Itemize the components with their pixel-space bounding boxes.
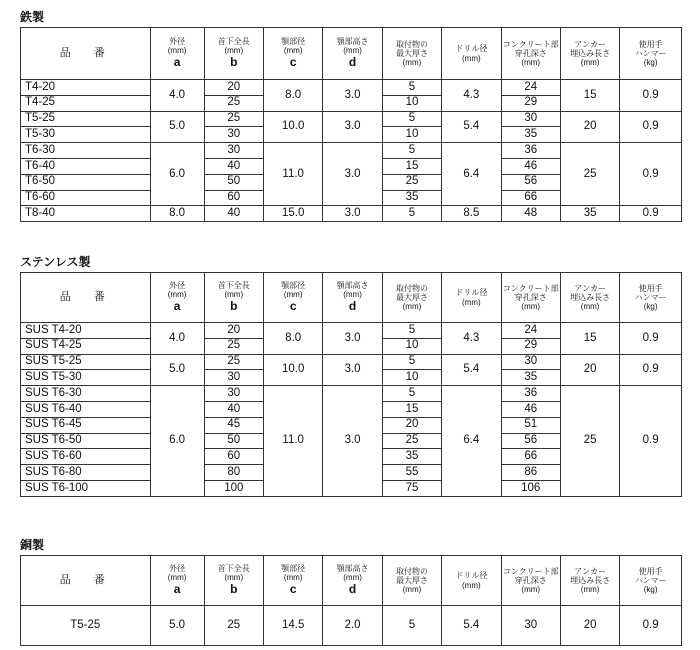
drill-depth-cell: 35 (501, 370, 560, 386)
header-label: (mm) (343, 290, 362, 300)
drill-depth-cell: 30 (501, 354, 560, 370)
header-label: (mm) (580, 585, 600, 595)
header-label: ハンマー (634, 292, 667, 302)
stainless-spec-table (20, 272, 682, 497)
table-row (21, 323, 682, 339)
header-anchor (560, 556, 619, 606)
header-label: (kg) (643, 585, 658, 595)
header-label: (mm) (167, 290, 187, 300)
header-label: (mm) (283, 573, 303, 583)
header-label: (mm) (167, 573, 187, 583)
max-thickness-cell: 5 (382, 111, 441, 127)
total-length-cell: 25 (204, 354, 263, 370)
header-label: 取付物の (395, 566, 428, 576)
part-number-cell: SUS T6-60 (21, 449, 151, 465)
part-number-cell: T5-25 (21, 606, 151, 646)
drill-depth-cell: 30 (501, 606, 560, 646)
max-thickness-cell: 15 (382, 401, 441, 417)
header-label: ハンマー (634, 575, 667, 585)
hammer-weight-cell: 0.9 (620, 206, 682, 222)
part-number-cell: SUS T4-20 (21, 323, 151, 339)
header-part-no (21, 28, 151, 80)
total-length-cell: 30 (204, 143, 263, 159)
header-row (21, 556, 682, 606)
header-label: (mm) (343, 46, 362, 56)
hammer-weight-cell: 0.9 (620, 111, 682, 143)
max-thickness-cell: 10 (382, 338, 441, 354)
hammer-weight-cell: 0.9 (620, 80, 682, 112)
header-total-len (204, 273, 263, 323)
header-label: (mm) (224, 573, 244, 583)
total-length-cell: 25 (204, 95, 263, 111)
header-total-len (204, 556, 263, 606)
total-length-cell: 80 (204, 465, 263, 481)
anchor-length-cell: 25 (560, 386, 619, 497)
head-diameter-cell: 11.0 (263, 386, 322, 497)
header-label: (mm) (521, 585, 541, 595)
header-label: 埋込み長さ (570, 575, 611, 585)
part-number-cell: SUS T6-50 (21, 433, 151, 449)
section-title-stainless: ステンレス製 (20, 255, 91, 269)
total-length-cell: 40 (204, 401, 263, 417)
header-max-thick (382, 28, 441, 80)
header-hammer (620, 273, 682, 323)
total-length-cell: 40 (204, 158, 263, 174)
part-number-cell: T6-30 (21, 143, 151, 159)
header-outer-dia (150, 28, 204, 80)
part-number-cell: T5-25 (21, 111, 151, 127)
header-label: 最大厚さ (395, 48, 428, 58)
anchor-length-cell: 20 (560, 111, 619, 143)
drill-depth-cell: 35 (501, 127, 560, 143)
total-length-cell: 25 (204, 338, 263, 354)
header-symbol: c (289, 55, 297, 70)
outer-diameter-cell: 6.0 (150, 386, 204, 497)
part-number-cell: SUS T5-30 (21, 370, 151, 386)
hammer-weight-cell: 0.9 (620, 606, 682, 646)
header-label: コンクリート部 (502, 283, 559, 293)
header-label: (mm) (283, 290, 303, 300)
header-symbol: d (348, 582, 357, 597)
table-row (21, 206, 682, 222)
anchor-length-cell: 25 (560, 143, 619, 206)
drill-depth-cell: 51 (501, 417, 560, 433)
header-symbol: c (289, 299, 297, 314)
max-thickness-cell: 75 (382, 480, 441, 496)
total-length-cell: 25 (204, 606, 263, 646)
header-symbol: a (173, 55, 181, 70)
header-anchor (560, 273, 619, 323)
section-title-copper: 銅製 (20, 538, 45, 552)
header-label: 取付物の (395, 283, 428, 293)
anchor-length-cell: 20 (560, 354, 619, 386)
table-row (21, 143, 682, 159)
header-part-no (21, 556, 151, 606)
max-thickness-cell: 10 (382, 95, 441, 111)
header-label: コンクリート部 (502, 39, 559, 49)
part-number-cell: SUS T5-25 (21, 354, 151, 370)
header-symbol: d (348, 55, 357, 70)
drill-diameter-cell: 5.4 (442, 111, 501, 143)
part-number-cell: SUS T4-25 (21, 338, 151, 354)
drill-depth-cell: 48 (501, 206, 560, 222)
header-total-len (204, 28, 263, 80)
header-head-dia (263, 556, 322, 606)
outer-diameter-cell: 6.0 (150, 143, 204, 206)
header-label: 顎部径 (281, 280, 306, 290)
drill-diameter-cell: 4.3 (442, 323, 501, 355)
total-length-cell: 20 (204, 80, 263, 96)
head-height-cell: 3.0 (323, 111, 382, 143)
header-outer-dia (150, 556, 204, 606)
head-diameter-cell: 14.5 (263, 606, 322, 646)
header-label: (mm) (462, 580, 481, 590)
drill-diameter-cell: 5.4 (442, 354, 501, 386)
max-thickness-cell: 15 (382, 158, 441, 174)
drill-diameter-cell: 4.3 (442, 80, 501, 112)
head-height-cell: 3.0 (323, 323, 382, 355)
part-number-cell: SUS T6-100 (21, 480, 151, 496)
total-length-cell: 30 (204, 386, 263, 402)
header-drill (442, 556, 501, 606)
header-part-no (21, 273, 151, 323)
drill-depth-cell: 36 (501, 143, 560, 159)
max-thickness-cell: 35 (382, 190, 441, 206)
header-label: 品 番 (59, 291, 111, 304)
head-diameter-cell: 8.0 (263, 80, 322, 112)
head-diameter-cell: 11.0 (263, 143, 322, 206)
part-number-cell: T8-40 (21, 206, 151, 222)
anchor-length-cell: 15 (560, 80, 619, 112)
header-row (21, 28, 682, 80)
drill-depth-cell: 66 (501, 449, 560, 465)
header-depth (501, 28, 560, 80)
max-thickness-cell: 10 (382, 127, 441, 143)
drill-depth-cell: 66 (501, 190, 560, 206)
header-label: (kg) (643, 58, 658, 68)
total-length-cell: 100 (204, 480, 263, 496)
max-thickness-cell: 25 (382, 174, 441, 190)
head-diameter-cell: 10.0 (263, 354, 322, 386)
max-thickness-cell: 5 (382, 80, 441, 96)
outer-diameter-cell: 4.0 (150, 80, 204, 112)
header-label: 使用手 (638, 566, 663, 576)
header-label: (mm) (224, 46, 244, 56)
drill-depth-cell: 29 (501, 338, 560, 354)
total-length-cell: 50 (204, 433, 263, 449)
iron-spec-table (20, 27, 682, 222)
part-number-cell: T6-40 (21, 158, 151, 174)
header-label: 首下全長 (217, 563, 250, 573)
max-thickness-cell: 5 (382, 386, 441, 402)
header-label: (mm) (402, 58, 422, 68)
header-label: 穿孔深さ (514, 575, 547, 585)
head-diameter-cell: 10.0 (263, 111, 322, 143)
drill-depth-cell: 86 (501, 465, 560, 481)
header-label: (mm) (283, 46, 303, 56)
header-label: 穿孔深さ (514, 292, 547, 302)
hammer-weight-cell: 0.9 (620, 323, 682, 355)
total-length-cell: 25 (204, 111, 263, 127)
drill-diameter-cell: 8.5 (442, 206, 501, 222)
header-label: 埋込み長さ (570, 48, 611, 58)
max-thickness-cell: 5 (382, 354, 441, 370)
total-length-cell: 40 (204, 206, 263, 222)
drill-diameter-cell: 6.4 (442, 143, 501, 206)
head-height-cell: 2.0 (323, 606, 382, 646)
max-thickness-cell: 55 (382, 465, 441, 481)
head-height-cell: 3.0 (323, 354, 382, 386)
max-thickness-cell: 5 (382, 606, 441, 646)
header-label: アンカー (574, 566, 606, 576)
header-label: 首下全長 (217, 280, 250, 290)
header-depth (501, 556, 560, 606)
part-number-cell: T4-20 (21, 80, 151, 96)
part-number-cell: T4-25 (21, 95, 151, 111)
header-label: (mm) (167, 46, 187, 56)
outer-diameter-cell: 4.0 (150, 323, 204, 355)
header-depth (501, 273, 560, 323)
header-head-dia (263, 273, 322, 323)
header-symbol: b (230, 582, 238, 597)
total-length-cell: 20 (204, 323, 263, 339)
drill-depth-cell: 56 (501, 433, 560, 449)
drill-depth-cell: 46 (501, 401, 560, 417)
part-number-cell: T5-30 (21, 127, 151, 143)
total-length-cell: 60 (204, 449, 263, 465)
head-height-cell: 3.0 (323, 80, 382, 112)
max-thickness-cell: 20 (382, 417, 441, 433)
header-symbol: b (230, 55, 238, 70)
header-label: (mm) (521, 58, 541, 68)
head-height-cell: 3.0 (323, 386, 382, 497)
header-label: 使用手 (638, 283, 663, 293)
header-label: (mm) (343, 573, 362, 583)
table-row (21, 80, 682, 96)
header-label: 顎部高さ (336, 280, 369, 290)
head-height-cell: 3.0 (323, 143, 382, 206)
max-thickness-cell: 5 (382, 143, 441, 159)
outer-diameter-cell: 5.0 (150, 606, 204, 646)
header-head-h (323, 556, 382, 606)
header-symbol: c (289, 582, 297, 597)
max-thickness-cell: 5 (382, 323, 441, 339)
part-number-cell: SUS T6-30 (21, 386, 151, 402)
table-row (21, 386, 682, 402)
header-label: 品 番 (59, 47, 111, 60)
header-symbol: b (230, 299, 238, 314)
header-label: 外径 (169, 36, 186, 46)
drill-depth-cell: 24 (501, 323, 560, 339)
header-label: 外径 (169, 280, 186, 290)
part-number-cell: T6-50 (21, 174, 151, 190)
drill-depth-cell: 30 (501, 111, 560, 127)
outer-diameter-cell: 5.0 (150, 354, 204, 386)
header-label: (mm) (521, 302, 541, 312)
header-label: (mm) (580, 302, 600, 312)
max-thickness-cell: 5 (382, 206, 441, 222)
part-number-cell: T6-60 (21, 190, 151, 206)
table-row (21, 606, 682, 646)
header-head-dia (263, 28, 322, 80)
drill-depth-cell: 56 (501, 174, 560, 190)
header-label: 使用手 (638, 39, 663, 49)
part-number-cell: SUS T6-40 (21, 401, 151, 417)
anchor-length-cell: 20 (560, 606, 619, 646)
total-length-cell: 45 (204, 417, 263, 433)
header-label: (mm) (402, 302, 422, 312)
header-label: (mm) (224, 290, 244, 300)
header-hammer (620, 28, 682, 80)
max-thickness-cell: 25 (382, 433, 441, 449)
header-label: (mm) (402, 585, 422, 595)
header-drill (442, 28, 501, 80)
header-label: コンクリート部 (502, 566, 559, 576)
drill-depth-cell: 36 (501, 386, 560, 402)
header-head-h (323, 273, 382, 323)
table-row (21, 111, 682, 127)
part-number-cell: SUS T6-80 (21, 465, 151, 481)
header-label: (mm) (580, 58, 600, 68)
header-label: 取付物の (395, 39, 428, 49)
header-label: 顎部高さ (336, 36, 369, 46)
header-label: 顎部径 (281, 36, 306, 46)
header-label: (kg) (643, 302, 658, 312)
total-length-cell: 30 (204, 127, 263, 143)
header-label: (mm) (462, 297, 481, 307)
header-label: 最大厚さ (395, 575, 428, 585)
header-label: 顎部高さ (336, 563, 369, 573)
anchor-length-cell: 15 (560, 323, 619, 355)
header-max-thick (382, 556, 441, 606)
header-label: 埋込み長さ (570, 292, 611, 302)
header-label: ドリル径 (455, 44, 488, 54)
drill-depth-cell: 24 (501, 80, 560, 96)
header-label: 穿孔深さ (514, 48, 547, 58)
drill-depth-cell: 46 (501, 158, 560, 174)
header-label: 最大厚さ (395, 292, 428, 302)
hammer-weight-cell: 0.9 (620, 386, 682, 497)
total-length-cell: 50 (204, 174, 263, 190)
header-label: アンカー (574, 39, 606, 49)
header-label: アンカー (574, 283, 606, 293)
header-max-thick (382, 273, 441, 323)
header-label: (mm) (462, 53, 481, 63)
drill-diameter-cell: 6.4 (442, 386, 501, 497)
head-diameter-cell: 15.0 (263, 206, 322, 222)
header-hammer (620, 556, 682, 606)
header-outer-dia (150, 273, 204, 323)
copper-spec-table (20, 555, 682, 646)
table-row (21, 354, 682, 370)
header-label: ハンマー (634, 48, 667, 58)
total-length-cell: 30 (204, 370, 263, 386)
header-head-h (323, 28, 382, 80)
drill-depth-cell: 106 (501, 480, 560, 496)
header-symbol: d (348, 299, 357, 314)
header-row (21, 273, 682, 323)
header-label: ドリル径 (455, 288, 488, 298)
part-number-cell: SUS T6-45 (21, 417, 151, 433)
hammer-weight-cell: 0.9 (620, 354, 682, 386)
drill-depth-cell: 29 (501, 95, 560, 111)
hammer-weight-cell: 0.9 (620, 143, 682, 206)
header-label: 品 番 (59, 574, 111, 587)
max-thickness-cell: 35 (382, 449, 441, 465)
header-symbol: a (173, 299, 181, 314)
head-height-cell: 3.0 (323, 206, 382, 222)
drill-diameter-cell: 5.4 (442, 606, 501, 646)
header-symbol: a (173, 582, 181, 597)
header-label: ドリル径 (455, 571, 488, 581)
header-label: 顎部径 (281, 563, 306, 573)
total-length-cell: 60 (204, 190, 263, 206)
outer-diameter-cell: 8.0 (150, 206, 204, 222)
max-thickness-cell: 10 (382, 370, 441, 386)
section-title-iron: 鉄製 (20, 10, 45, 24)
header-label: 首下全長 (217, 36, 250, 46)
header-anchor (560, 28, 619, 80)
anchor-length-cell: 35 (560, 206, 619, 222)
header-label: 外径 (169, 563, 186, 573)
outer-diameter-cell: 5.0 (150, 111, 204, 143)
header-drill (442, 273, 501, 323)
head-diameter-cell: 8.0 (263, 323, 322, 355)
